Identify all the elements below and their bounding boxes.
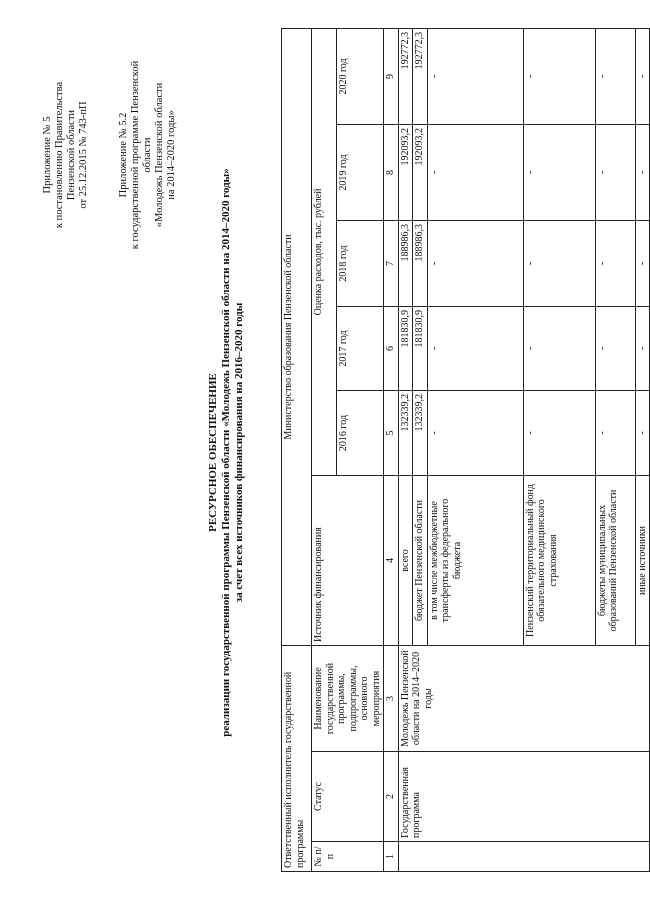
document-title: РЕСУРСНОЕ ОБЕСПЕЧЕНИЕ	[207, 373, 219, 532]
appendix-header	[42, 45, 90, 265]
value-cell: 192772,3	[413, 28, 428, 124]
header-row	[312, 28, 337, 871]
value-cell: 192772,3	[398, 28, 413, 124]
header-name: Наименование государственной программы, подпрограммы, основного мероприятия	[312, 646, 384, 752]
value-cell: -	[635, 221, 650, 307]
appendix-program-header	[118, 45, 178, 265]
value-cell: 181830,9	[413, 307, 428, 391]
value-cell: -	[523, 28, 595, 124]
source-cell: бюджеты муниципальных образований Пензенской области	[595, 476, 635, 646]
source-cell: всего	[398, 476, 413, 646]
value-cell: -	[635, 28, 650, 124]
column-number: 2	[384, 752, 399, 842]
source-cell: в том числе межбюджетные трансферты из федерального бюджета	[427, 476, 523, 646]
value-cell: -	[635, 391, 650, 476]
value-cell: -	[595, 391, 635, 476]
appendix-line: от 25.12.2015 № 743-пП	[78, 101, 89, 209]
document-subtitle: реализации государственной программы Пензенской области «Молодежь Пензенской области на 2014–2020 годы»	[220, 168, 232, 737]
value-cell: -	[523, 391, 595, 476]
header-year: 2018 год	[336, 221, 383, 307]
column-number: 9	[384, 28, 399, 124]
value-cell: -	[523, 221, 595, 307]
value-cell: 132339,2	[413, 391, 428, 476]
column-number: 4	[384, 476, 399, 646]
column-number: 3	[384, 646, 399, 752]
program-name-cell: Молодежь Пензенской области на 2014–2020 годы	[398, 646, 650, 752]
value-cell: 132339,2	[398, 391, 413, 476]
source-cell: иные источники	[635, 476, 650, 646]
value-cell: -	[595, 125, 635, 221]
value-cell: 188986,3	[413, 221, 428, 307]
table-row	[398, 28, 413, 871]
executor-value: Министерство образования Пензенской области	[282, 28, 312, 645]
value-cell: -	[635, 307, 650, 391]
header-year: 2019 год	[336, 125, 383, 221]
value-cell: -	[595, 307, 635, 391]
value-cell: -	[427, 125, 523, 221]
header-status: Статус	[312, 752, 384, 842]
header-source: Источник финансирования	[312, 476, 384, 646]
value-cell: -	[523, 125, 595, 221]
header-num: № п/п	[312, 842, 384, 872]
appendix-line: Пензенской области	[66, 109, 77, 201]
value-cell: -	[427, 391, 523, 476]
appendix-line: к постановлению Правительства	[54, 81, 65, 229]
value-cell: -	[523, 307, 595, 391]
appendix-line: Приложение № 5	[42, 116, 53, 194]
appendix-line: к государственной программе Пензенской области	[130, 60, 153, 250]
column-number: 7	[384, 221, 399, 307]
column-number: 5	[384, 391, 399, 476]
executor-label: Ответственный исполнитель государственной программы	[282, 646, 312, 872]
status-cell: Государственная программа	[398, 752, 650, 842]
document-subtitle-2: за счет всех источников финансирования на 2016–2020 годы	[233, 302, 245, 603]
appendix-line: на 2014–2020 годы»	[166, 110, 177, 200]
value-cell: 181830,9	[398, 307, 413, 391]
value-cell: 192093,2	[413, 125, 428, 221]
resource-table	[281, 28, 650, 872]
column-number: 6	[384, 307, 399, 391]
value-cell: 188986,3	[398, 221, 413, 307]
column-number: 8	[384, 125, 399, 221]
value-cell: -	[595, 221, 635, 307]
appendix-line: «Молодежь Пензенской области	[154, 82, 165, 228]
value-cell: -	[595, 28, 635, 124]
value-cell: 192093,2	[398, 125, 413, 221]
header-year: 2017 год	[336, 307, 383, 391]
source-cell: бюджет Пензенской области	[413, 476, 428, 646]
value-cell: -	[427, 28, 523, 124]
header-estimate: Оценка расходов, тыс. рублей	[312, 28, 337, 475]
appendix-line: Приложение № 5.2	[118, 112, 129, 198]
column-number: 1	[384, 842, 399, 872]
header-year: 2020 год	[336, 28, 383, 124]
column-number-row	[384, 28, 399, 871]
value-cell: -	[427, 307, 523, 391]
value-cell: -	[427, 221, 523, 307]
executor-row	[282, 28, 312, 871]
value-cell: -	[635, 125, 650, 221]
source-cell: Пензенский территориальный фонд обязательного медицинского страхования	[523, 476, 595, 646]
row-number-cell	[398, 842, 650, 872]
header-year: 2016 год	[336, 391, 383, 476]
